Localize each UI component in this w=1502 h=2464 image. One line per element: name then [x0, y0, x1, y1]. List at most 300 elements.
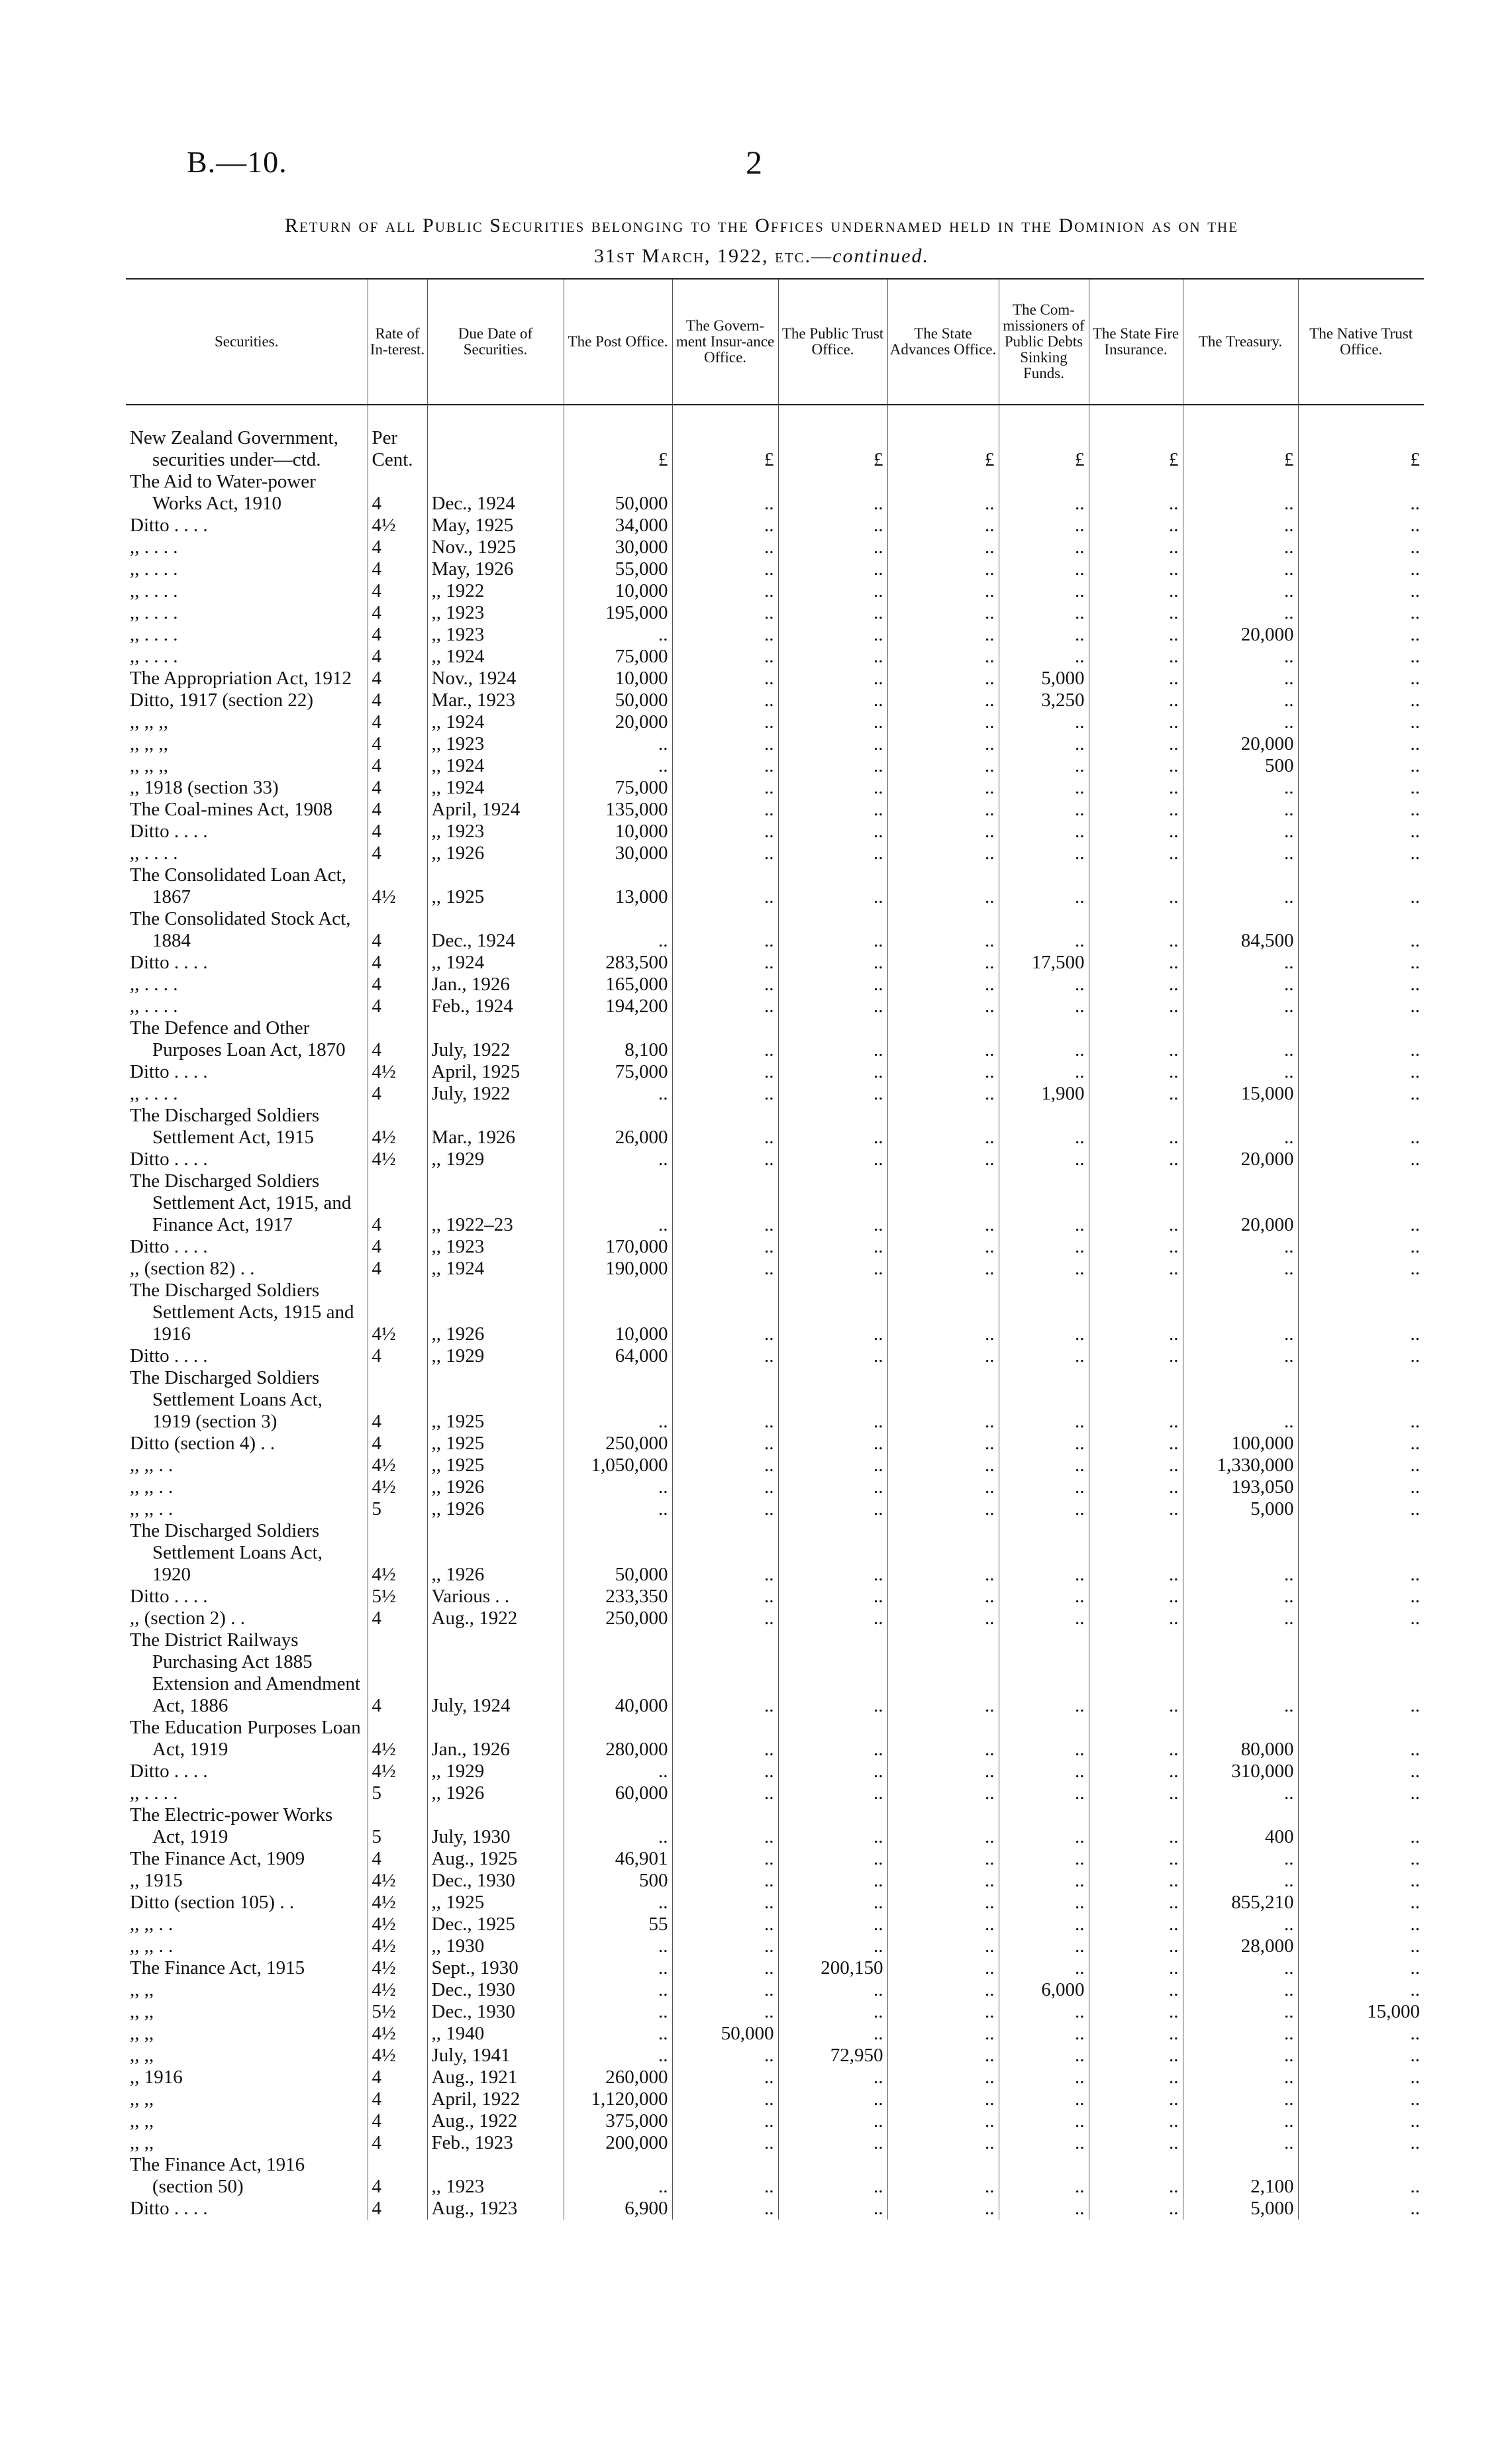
amount-native: ..	[1298, 1498, 1424, 1520]
security-name	[126, 690, 368, 711]
amount-fire: ..	[1089, 1017, 1183, 1061]
interest-rate: 5½	[368, 2001, 427, 2023]
amount-stateadv: ..	[887, 1629, 999, 1717]
amount-fire: ..	[1089, 952, 1183, 974]
amount-fire: ..	[1089, 1782, 1183, 1804]
col-public-trust: The Public Trust Office.	[778, 279, 887, 405]
interest-rate: 4	[368, 2198, 427, 2220]
table-row	[126, 580, 1424, 602]
amount-govins: ..	[672, 2132, 778, 2154]
amount-fire: ..	[1089, 2023, 1183, 2045]
table-row	[126, 1761, 1424, 1782]
amount-stateadv: ..	[887, 821, 999, 843]
security-name-text: Ditto . . . .	[130, 1236, 208, 1257]
security-name	[126, 1476, 368, 1498]
amount-govins: ..	[672, 2198, 778, 2220]
amount-stateadv: ..	[887, 755, 999, 777]
table-row	[126, 602, 1424, 624]
amount-comm: ..	[999, 2110, 1089, 2132]
amount-govins: ..	[672, 2001, 778, 2023]
amount-govins: ..	[672, 1236, 778, 1258]
due-date: ,, 1924	[427, 711, 564, 733]
security-name	[126, 1892, 368, 1914]
amount-post: 1,050,000	[564, 1455, 672, 1476]
amount-treas: ..	[1183, 1914, 1298, 1935]
amount-govins: ..	[672, 1848, 778, 1870]
interest-rate: 4	[368, 1236, 427, 1258]
security-name	[126, 864, 368, 908]
amount-pubtrust: ..	[778, 1870, 887, 1892]
amount-fire: ..	[1089, 1935, 1183, 1957]
security-name-text: ,, 1916	[130, 2067, 183, 2088]
amount-stateadv: ..	[887, 1476, 999, 1498]
security-name	[126, 952, 368, 974]
amount-pubtrust: ..	[778, 843, 887, 864]
amount-treas: ..	[1183, 996, 1298, 1017]
amount-stateadv: ..	[887, 1083, 999, 1105]
amount-pubtrust: ..	[778, 711, 887, 733]
due-date: ,, 1923	[427, 602, 564, 624]
amount-native: ..	[1298, 974, 1424, 996]
amount-pubtrust: ..	[778, 1804, 887, 1848]
due-date: ,, 1925	[427, 1455, 564, 1476]
amount-govins: ..	[672, 996, 778, 1017]
due-date: Dec., 1924	[427, 908, 564, 952]
due-date: Nov., 1924	[427, 668, 564, 690]
table-row	[126, 952, 1424, 974]
interest-rate: 5	[368, 1782, 427, 1804]
amount-stateadv: ..	[887, 996, 999, 1017]
amount-comm: 17,500	[999, 952, 1089, 974]
amount-stateadv: ..	[887, 2067, 999, 2088]
amount-fire: ..	[1089, 2067, 1183, 2088]
amount-post: 135,000	[564, 799, 672, 821]
amount-post: 34,000	[564, 515, 672, 537]
amount-native: ..	[1298, 864, 1424, 908]
amount-fire: ..	[1089, 1520, 1183, 1586]
amount-pubtrust: ..	[778, 2154, 887, 2198]
amount-post: ..	[564, 2154, 672, 2198]
due-date: ,, 1924	[427, 1258, 564, 1280]
amount-comm: ..	[999, 1870, 1089, 1892]
interest-rate: 5	[368, 1804, 427, 1848]
amount-stateadv: ..	[887, 1782, 999, 1804]
amount-native: ..	[1298, 1979, 1424, 2001]
amount-fire: ..	[1089, 1804, 1183, 1848]
security-name-text: Ditto . . . .	[130, 515, 208, 536]
security-name	[126, 1935, 368, 1957]
interest-rate: 4½	[368, 2045, 427, 2067]
interest-rate: 4	[368, 2132, 427, 2154]
amount-fire: ..	[1089, 974, 1183, 996]
amount-treas: 310,000	[1183, 1761, 1298, 1782]
due-date: Aug., 1923	[427, 2198, 564, 2220]
amount-pubtrust: ..	[778, 668, 887, 690]
amount-post: 10,000	[564, 821, 672, 843]
interest-rate: 4½	[368, 2023, 427, 2045]
amount-pubtrust: ..	[778, 1586, 887, 1608]
security-name	[126, 733, 368, 755]
amount-treas: ..	[1183, 2023, 1298, 2045]
due-date: ,, 1926	[427, 1498, 564, 1520]
security-name-text: Ditto . . . .	[130, 1149, 208, 1170]
amount-govins: ..	[672, 471, 778, 515]
amount-fire: ..	[1089, 1367, 1183, 1433]
amount-stateadv: ..	[887, 580, 999, 602]
amount-govins: ..	[672, 1149, 778, 1170]
amount-native: ..	[1298, 777, 1424, 799]
due-date: Nov., 1925	[427, 537, 564, 558]
amount-govins: ..	[672, 1586, 778, 1608]
table-row	[126, 1870, 1424, 1892]
amount-fire: ..	[1089, 821, 1183, 843]
interest-rate: 4½	[368, 1520, 427, 1586]
amount-fire: ..	[1089, 1083, 1183, 1105]
due-date: Dec., 1930	[427, 1979, 564, 2001]
amount-treas: ..	[1183, 471, 1298, 515]
amount-comm: ..	[999, 2132, 1089, 2154]
amount-post: 55	[564, 1914, 672, 1935]
amount-treas: ..	[1183, 2045, 1298, 2067]
security-name-text: The Appropriation Act, 1912	[130, 668, 352, 689]
interest-rate: 4	[368, 602, 427, 624]
amount-post: 75,000	[564, 777, 672, 799]
due-date: Sept., 1930	[427, 1957, 564, 1979]
amount-treas: 20,000	[1183, 1149, 1298, 1170]
amount-pubtrust: ..	[778, 974, 887, 996]
amount-govins: ..	[672, 799, 778, 821]
amount-treas: ..	[1183, 537, 1298, 558]
amount-post: 8,100	[564, 1017, 672, 1061]
amount-treas: ..	[1183, 2110, 1298, 2132]
amount-post: ..	[564, 1083, 672, 1105]
amount-fire: ..	[1089, 515, 1183, 537]
table-body	[126, 405, 1424, 2220]
amount-stateadv: ..	[887, 1586, 999, 1608]
amount-pubtrust: ..	[778, 1761, 887, 1782]
amount-fire: ..	[1089, 2110, 1183, 2132]
amount-native: ..	[1298, 996, 1424, 1017]
table-row	[126, 690, 1424, 711]
due-date: Feb., 1923	[427, 2132, 564, 2154]
security-name	[126, 2001, 368, 2023]
security-name-text: The Finance Act, 1915	[130, 1957, 305, 1978]
unit-blank	[1303, 427, 1421, 449]
table-row	[126, 2154, 1424, 2198]
amount-treas: 855,210	[1183, 1892, 1298, 1914]
amount-stateadv: ..	[887, 1105, 999, 1149]
amount-post: 64,000	[564, 1345, 672, 1367]
amount-stateadv: ..	[887, 1804, 999, 1848]
table-row	[126, 755, 1424, 777]
interest-rate: 4	[368, 711, 427, 733]
security-name	[126, 2045, 368, 2067]
amount-govins: ..	[672, 777, 778, 799]
security-name	[126, 1586, 368, 1608]
amount-native: ..	[1298, 1170, 1424, 1236]
amount-stateadv: ..	[887, 2132, 999, 2154]
amount-pubtrust: ..	[778, 1782, 887, 1804]
amount-stateadv: ..	[887, 471, 999, 515]
amount-post: 10,000	[564, 1280, 672, 1345]
currency-symbol: £	[1169, 449, 1179, 470]
amount-comm: ..	[999, 580, 1089, 602]
security-name-text: ,, ,, ,,	[130, 733, 168, 754]
table-row	[126, 1957, 1424, 1979]
amount-stateadv: ..	[887, 624, 999, 646]
amount-treas: ..	[1183, 952, 1298, 974]
amount-stateadv: ..	[887, 537, 999, 558]
amount-post: ..	[564, 1149, 672, 1170]
amount-govins: ..	[672, 537, 778, 558]
security-name-text: ,, ,,	[130, 2132, 154, 2153]
currency-symbol: £	[1410, 449, 1420, 470]
amount-fire: ..	[1089, 908, 1183, 952]
amount-treas: ..	[1183, 602, 1298, 624]
amount-native: ..	[1298, 1149, 1424, 1170]
amount-pubtrust: ..	[778, 580, 887, 602]
table-header-row	[126, 279, 1424, 405]
table-row	[126, 1433, 1424, 1455]
amount-fire: ..	[1089, 1061, 1183, 1083]
security-name-text: ,, ,, . .	[130, 1498, 174, 1519]
amount-native: ..	[1298, 1476, 1424, 1498]
due-date: ,, 1924	[427, 777, 564, 799]
amount-post: 6,900	[564, 2198, 672, 2220]
interest-rate: 4	[368, 1367, 427, 1433]
amount-treas	[1183, 427, 1298, 471]
interest-rate: 4½	[368, 1957, 427, 1979]
security-name	[126, 1717, 368, 1761]
table-row	[126, 1345, 1424, 1367]
security-name-text: ,, . . . .	[130, 1782, 178, 1804]
table-row	[126, 843, 1424, 864]
security-name	[126, 1608, 368, 1629]
amount-pubtrust: ..	[778, 2198, 887, 2220]
table-row	[126, 1498, 1424, 1520]
amount-pubtrust: ..	[778, 1979, 887, 2001]
interest-rate: 4	[368, 537, 427, 558]
amount-stateadv: ..	[887, 1061, 999, 1083]
amount-treas: ..	[1183, 799, 1298, 821]
amount-post: 26,000	[564, 1105, 672, 1149]
col-native-trust: The Native Trust Office.	[1298, 279, 1424, 405]
security-name	[126, 799, 368, 821]
interest-rate: 4	[368, 1608, 427, 1629]
securities-table	[126, 278, 1424, 2220]
unit-blank	[1003, 427, 1085, 449]
due-date: ,, 1940	[427, 2023, 564, 2045]
amount-govins: ..	[672, 1935, 778, 1957]
table-row	[126, 537, 1424, 558]
amount-treas: 5,000	[1183, 1498, 1298, 1520]
security-name-text: The Finance Act, 1909	[130, 1848, 305, 1869]
security-name	[126, 427, 368, 471]
unit-cent: Cent.	[372, 449, 413, 470]
amount-post: ..	[564, 1170, 672, 1236]
amount-stateadv: ..	[887, 1848, 999, 1870]
amount-native: ..	[1298, 1345, 1424, 1367]
amount-pubtrust: ..	[778, 1367, 887, 1433]
security-name	[126, 1804, 368, 1848]
amount-pubtrust: ..	[778, 799, 887, 821]
amount-fire: ..	[1089, 1914, 1183, 1935]
amount-stateadv: ..	[887, 1979, 999, 2001]
due-date: ,, 1926	[427, 1280, 564, 1345]
security-name-text: Ditto, 1917 (section 22)	[130, 690, 314, 711]
interest-rate: 4	[368, 974, 427, 996]
amount-stateadv: ..	[887, 558, 999, 580]
amount-native: ..	[1298, 1914, 1424, 1935]
amount-native: ..	[1298, 1608, 1424, 1629]
interest-rate: 4½	[368, 1280, 427, 1345]
amount-native: ..	[1298, 2045, 1424, 2067]
amount-treas: 1,330,000	[1183, 1455, 1298, 1476]
amount-pubtrust: ..	[778, 646, 887, 668]
amount-comm: ..	[999, 2023, 1089, 2045]
amount-treas: 100,000	[1183, 1433, 1298, 1455]
amount-comm: ..	[999, 1170, 1089, 1236]
currency-symbol: £	[1075, 449, 1085, 470]
amount-comm: ..	[999, 777, 1089, 799]
interest-rate: 4½	[368, 1717, 427, 1761]
security-name-text: ,, ,, ,,	[130, 755, 168, 776]
amount-post: ..	[564, 755, 672, 777]
security-name	[126, 1520, 368, 1586]
security-name	[126, 1017, 368, 1061]
amount-comm: ..	[999, 711, 1089, 733]
amount-post: 75,000	[564, 646, 672, 668]
amount-comm: ..	[999, 1520, 1089, 1586]
interest-rate: 4	[368, 1258, 427, 1280]
amount-govins: ..	[672, 1870, 778, 1892]
amount-fire: ..	[1089, 733, 1183, 755]
amount-fire: ..	[1089, 537, 1183, 558]
amount-post: 30,000	[564, 537, 672, 558]
interest-rate: 4	[368, 2154, 427, 2198]
table-row	[126, 1782, 1424, 1804]
amount-treas: ..	[1183, 690, 1298, 711]
amount-comm: ..	[999, 1433, 1089, 1455]
amount-comm: ..	[999, 2088, 1089, 2110]
amount-post: 50,000	[564, 471, 672, 515]
amount-comm: ..	[999, 1105, 1089, 1149]
amount-fire: ..	[1089, 1236, 1183, 1258]
due-date: ,, 1926	[427, 1782, 564, 1804]
amount-native: ..	[1298, 1367, 1424, 1433]
col-state-advances: The State Advances Office.	[887, 279, 999, 405]
amount-govins: ..	[672, 1629, 778, 1717]
amount-govins: ..	[672, 668, 778, 690]
amount-comm: ..	[999, 537, 1089, 558]
table-row	[126, 558, 1424, 580]
due-date: ,, 1925	[427, 1367, 564, 1433]
amount-fire: ..	[1089, 1586, 1183, 1608]
security-name-text: ,, (section 82) . .	[130, 1258, 255, 1279]
interest-rate: 4	[368, 558, 427, 580]
interest-rate: 4	[368, 690, 427, 711]
amount-stateadv: ..	[887, 2198, 999, 2220]
amount-post: 55,000	[564, 558, 672, 580]
interest-rate: 4½	[368, 1061, 427, 1083]
amount-govins: ..	[672, 1498, 778, 1520]
interest-rate: 4	[368, 2067, 427, 2088]
amount-native: ..	[1298, 2198, 1424, 2220]
table-row	[126, 974, 1424, 996]
security-name	[126, 1149, 368, 1170]
amount-treas: ..	[1183, 1258, 1298, 1280]
amount-fire: ..	[1089, 1957, 1183, 1979]
amount-comm: ..	[999, 2154, 1089, 2198]
amount-native: ..	[1298, 558, 1424, 580]
interest-rate: 4	[368, 580, 427, 602]
interest-rate: 4	[368, 733, 427, 755]
amount-post: 46,901	[564, 1848, 672, 1870]
amount-pubtrust: ..	[778, 1455, 887, 1476]
amount-govins: ..	[672, 1017, 778, 1061]
security-name	[126, 1498, 368, 1520]
security-name	[126, 843, 368, 864]
amount-post: 194,200	[564, 996, 672, 1017]
security-name-text: The Coal-mines Act, 1908	[130, 799, 333, 820]
amount-comm: ..	[999, 1629, 1089, 1717]
security-name	[126, 1761, 368, 1782]
table-row	[126, 1280, 1424, 1345]
amount-pubtrust: ..	[778, 2001, 887, 2023]
amount-native: ..	[1298, 1761, 1424, 1782]
security-name	[126, 1782, 368, 1804]
amount-treas: ..	[1183, 1782, 1298, 1804]
table-row	[126, 471, 1424, 515]
amount-post: ..	[564, 1804, 672, 1848]
amount-treas: ..	[1183, 974, 1298, 996]
amount-fire: ..	[1089, 2088, 1183, 2110]
security-name	[126, 908, 368, 952]
amount-comm: ..	[999, 646, 1089, 668]
amount-fire: ..	[1089, 580, 1183, 602]
security-name	[126, 515, 368, 537]
spacer-row	[126, 405, 1424, 427]
security-name	[126, 558, 368, 580]
amount-pubtrust: ..	[778, 755, 887, 777]
unit-blank	[783, 427, 883, 449]
amount-post: ..	[564, 2001, 672, 2023]
security-name	[126, 1957, 368, 1979]
amount-comm: ..	[999, 1957, 1089, 1979]
amount-pubtrust: ..	[778, 558, 887, 580]
interest-rate: 5½	[368, 1586, 427, 1608]
amount-post: 500	[564, 1870, 672, 1892]
security-name-text: The Discharged Soldiers Settlement Loans Act, 1920	[130, 1520, 323, 1585]
amount-pubtrust: ..	[778, 996, 887, 1017]
due-date: July, 1922	[427, 1017, 564, 1061]
table-row	[126, 1455, 1424, 1476]
amount-stateadv: ..	[887, 1870, 999, 1892]
amount-govins: ..	[672, 1782, 778, 1804]
security-name	[126, 1367, 368, 1433]
amount-fire: ..	[1089, 558, 1183, 580]
amount-pubtrust: ..	[778, 1848, 887, 1870]
security-name-text: ,, (section 2) . .	[130, 1608, 245, 1629]
amount-stateadv: ..	[887, 2154, 999, 2198]
amount-post: 250,000	[564, 1608, 672, 1629]
amount-govins: ..	[672, 1979, 778, 2001]
amount-native: ..	[1298, 711, 1424, 733]
table-row	[126, 1608, 1424, 1629]
amount-post: ..	[564, 1367, 672, 1433]
amount-govins: ..	[672, 864, 778, 908]
amount-govins: ..	[672, 2088, 778, 2110]
